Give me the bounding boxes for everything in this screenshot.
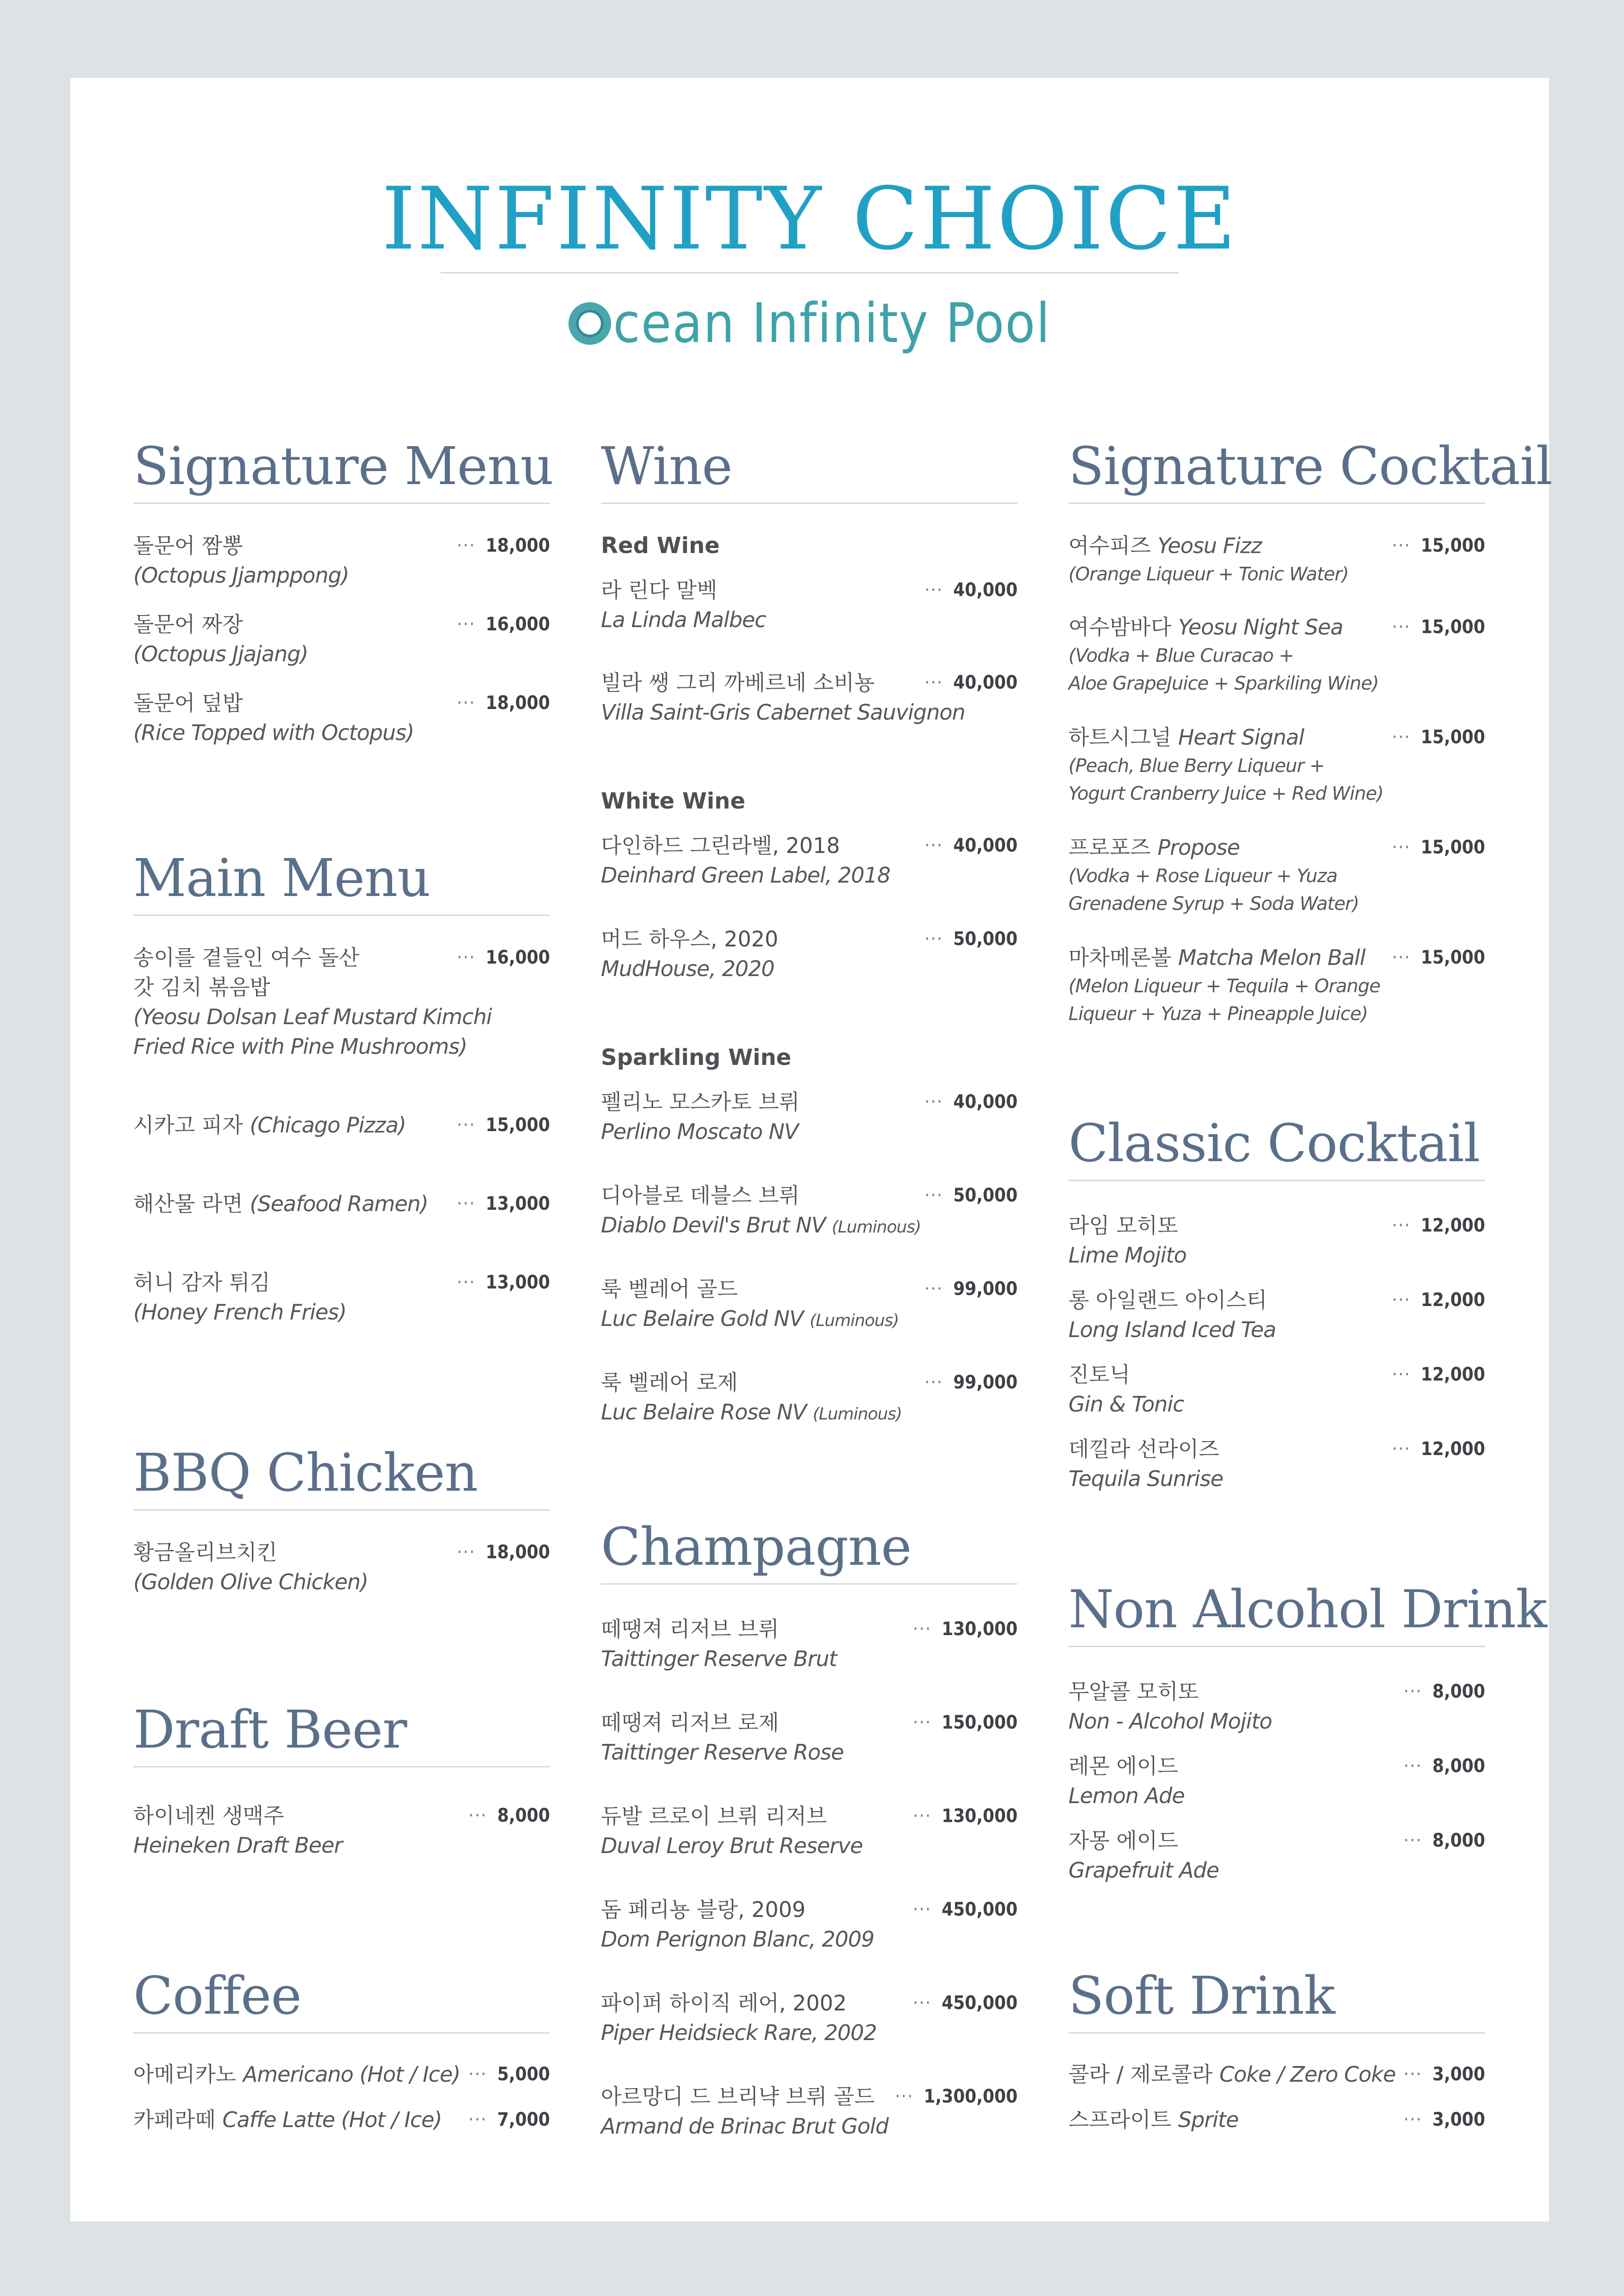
item-price: ··· 15,000 bbox=[1392, 616, 1485, 638]
menu-item bbox=[133, 531, 550, 610]
menu-item bbox=[1068, 833, 1485, 943]
item-price: ··· 50,000 bbox=[924, 1185, 1018, 1206]
item-price: ··· 99,000 bbox=[924, 1372, 1018, 1393]
section-title: Main Menu bbox=[133, 846, 550, 916]
item-ingredients-line2: Liqueur + Yuza + Pineapple Juice) bbox=[1068, 1003, 1368, 1025]
section-signature-cocktail bbox=[1068, 434, 1552, 1053]
item-name-en: Lemon Ade bbox=[1068, 1783, 1185, 1808]
item-name-en: Diablo Devil's Brut NV (Luminous) bbox=[601, 1213, 921, 1238]
item-name-en: (Octopus Jjajang) bbox=[133, 641, 308, 666]
item-name-ko: 돌문어 짜장 bbox=[133, 612, 243, 637]
menu-item bbox=[133, 1268, 550, 1346]
item-price: ··· 15,000 bbox=[456, 1114, 550, 1136]
item-price: ··· 450,000 bbox=[912, 1992, 1018, 2014]
section-title: Non Alcohol Drink bbox=[1068, 1577, 1485, 1647]
item-name-en-line2: Fried Rice with Pine Mushrooms) bbox=[133, 1034, 467, 1059]
menu-item bbox=[601, 1895, 1018, 1988]
item-name-ko: 돔 페리뇽 블랑, 2009 bbox=[601, 1897, 806, 1922]
item-name: 아메리카노 Americano (Hot / Ice) bbox=[133, 2062, 461, 2087]
item-name-ko: 디아블로 데블스 브뤼 bbox=[601, 1183, 800, 1208]
menu-item bbox=[601, 2082, 1018, 2175]
subtitle-text: cean Infinity Pool bbox=[613, 291, 1051, 355]
item-name-en: Armand de Brinac Brut Gold bbox=[601, 2114, 889, 2139]
item-ingredients-line2: Yogurt Cranberry Juice + Red Wine) bbox=[1068, 783, 1384, 804]
menu-item bbox=[1068, 1677, 1485, 1751]
menu-item bbox=[601, 1087, 1018, 1181]
item-price: ··· 3,000 bbox=[1403, 2109, 1485, 2130]
item-name-ko: 빌라 쌩 그리 까베르네 소비뇽 bbox=[601, 670, 875, 695]
item-price: ··· 450,000 bbox=[912, 1899, 1018, 1920]
item-name-en: Luc Belaire Gold NV (Luminous) bbox=[601, 1306, 899, 1331]
item-price: ··· 130,000 bbox=[912, 1618, 1018, 1640]
item-ingredients: (Peach, Blue Berry Liqueur + bbox=[1068, 755, 1324, 777]
menu-item bbox=[601, 1801, 1018, 1895]
brand-divider bbox=[441, 272, 1179, 274]
menu-item bbox=[601, 668, 1018, 786]
item-name: 여수피즈 Yeosu Fizz bbox=[1068, 533, 1262, 558]
section-coffee bbox=[133, 1964, 550, 2150]
item-name: 콜라 / 제로콜라 Coke / Zero Coke bbox=[1068, 2062, 1396, 2087]
section-wine bbox=[601, 434, 1018, 1461]
item-price: ··· 18,000 bbox=[456, 535, 550, 556]
item-price: ··· 15,000 bbox=[1392, 947, 1485, 968]
item-name-ko: 라 린다 말벡 bbox=[601, 578, 718, 603]
section-title: BBQ Chicken bbox=[133, 1441, 550, 1511]
item-price: ··· 15,000 bbox=[1392, 535, 1485, 556]
item-name-ko: 무알콜 모히또 bbox=[1068, 1679, 1199, 1704]
item-name-en: MudHouse, 2020 bbox=[601, 956, 775, 981]
item-name-en: Gin & Tonic bbox=[1068, 1392, 1184, 1417]
menu-item bbox=[133, 610, 550, 688]
item-name-ko: 레몬 에이드 bbox=[1068, 1754, 1178, 1779]
item-name-ko: 룩 벨레어 로제 bbox=[601, 1370, 738, 1395]
section-title: Signature Cocktail bbox=[1068, 434, 1485, 504]
menu-item bbox=[133, 1537, 550, 1616]
item-name-en: Perlino Moscato NV bbox=[601, 1119, 799, 1144]
item-name: 여수밤바다 Yeosu Night Sea bbox=[1068, 615, 1343, 640]
item-name-en: Luc Belaire Rose NV (Luminous) bbox=[601, 1400, 902, 1425]
item-name: 카페라떼 Caffe Latte (Hot / Ice) bbox=[133, 2107, 442, 2132]
section-title: Soft Drink bbox=[1068, 1964, 1485, 2034]
item-name-ko: 자몽 에이드 bbox=[1068, 1828, 1178, 1853]
section-champagne bbox=[601, 1515, 1018, 2175]
item-name-ko: 아르망디 드 브리냑 브뤼 골드 bbox=[601, 2084, 875, 2109]
item-name-en: Grapefruit Ade bbox=[1068, 1858, 1219, 1883]
item-price: ··· 12,000 bbox=[1392, 1364, 1485, 1385]
item-name: 마차메론볼 Matcha Melon Ball bbox=[1068, 945, 1365, 970]
item-name-ko-line2: 갓 김치 볶음밥 bbox=[133, 975, 270, 1000]
item-name-en: (Octopus Jjamppong) bbox=[133, 563, 349, 588]
section-title: Signature Menu bbox=[133, 434, 550, 504]
menu-item bbox=[133, 1801, 550, 1879]
menu-item bbox=[1068, 612, 1485, 722]
item-price: ··· 40,000 bbox=[924, 672, 1018, 693]
item-name-en: Tequila Sunrise bbox=[1068, 1466, 1223, 1491]
item-price: ··· 16,000 bbox=[456, 614, 550, 635]
item-name-ko: 데낄라 선라이즈 bbox=[1068, 1437, 1219, 1462]
menu-item bbox=[1068, 531, 1485, 612]
menu-item bbox=[601, 575, 1018, 668]
menu-item bbox=[1068, 2060, 1485, 2105]
item-price: ··· 40,000 bbox=[924, 1091, 1018, 1113]
item-name: 스프라이트 Sprite bbox=[1068, 2107, 1239, 2132]
item-name-en: Taittinger Reserve Brut bbox=[601, 1646, 837, 1671]
section-title: Coffee bbox=[133, 1964, 550, 2034]
menu-item bbox=[601, 1988, 1018, 2082]
item-price: ··· 40,000 bbox=[924, 579, 1018, 601]
item-name: 프로포즈 Propose bbox=[1068, 835, 1240, 860]
item-price: ··· 18,000 bbox=[456, 692, 550, 714]
menu-item bbox=[1068, 1285, 1485, 1360]
item-name-en: La Linda Malbec bbox=[601, 607, 766, 632]
item-name-en: (Honey French Fries) bbox=[133, 1300, 347, 1325]
item-name-ko: 파이퍼 하이직 레어, 2002 bbox=[601, 1991, 847, 2016]
section-signature-menu bbox=[133, 434, 553, 767]
item-price: ··· 8,000 bbox=[1403, 1755, 1485, 1777]
item-price: ··· 3,000 bbox=[1403, 2064, 1485, 2085]
menu-item bbox=[133, 1110, 550, 1189]
item-ingredients: (Melon Liqueur + Tequila + Orange bbox=[1068, 976, 1380, 997]
item-price: ··· 16,000 bbox=[456, 947, 550, 968]
menu-item bbox=[601, 831, 1018, 924]
menu-item bbox=[1068, 1826, 1485, 1900]
item-name-en: (Yeosu Dolsan Leaf Mustard Kimchi bbox=[133, 1004, 492, 1029]
item-name-ko: 떼땡져 리저브 브뤼 bbox=[601, 1617, 779, 1642]
menu-item bbox=[1068, 1434, 1485, 1509]
item-name: 시카고 피자 (Chicago Pizza) bbox=[133, 1113, 406, 1138]
menu-item bbox=[601, 924, 1018, 1043]
item-price: ··· 8,000 bbox=[1403, 1830, 1485, 1851]
section-title: Wine bbox=[601, 434, 1018, 504]
item-name-en: Long Island Iced Tea bbox=[1068, 1317, 1276, 1342]
menu-item bbox=[1068, 1751, 1485, 1826]
item-price: ··· 150,000 bbox=[912, 1712, 1018, 1733]
menu-item bbox=[1068, 2105, 1485, 2150]
menu-item bbox=[133, 2060, 550, 2105]
item-ingredients-line2: Aloe GrapeJuice + Sparkiling Wine) bbox=[1068, 673, 1379, 694]
wine-subhead-red: Red Wine bbox=[601, 533, 720, 559]
item-price: ··· 13,000 bbox=[456, 1193, 550, 1214]
item-price: ··· 7,000 bbox=[468, 2109, 550, 2130]
item-ingredients-line2: Grenadene Syrup + Soda Water) bbox=[1068, 893, 1359, 915]
item-name-en: Non - Alcohol Mojito bbox=[1068, 1709, 1272, 1734]
item-name-en: Heineken Draft Beer bbox=[133, 1833, 343, 1858]
menu-item bbox=[1068, 943, 1485, 1053]
venue-subtitle bbox=[70, 288, 1549, 358]
item-price: ··· 130,000 bbox=[912, 1805, 1018, 1827]
menu-item bbox=[1068, 722, 1485, 833]
menu-item bbox=[133, 943, 550, 1110]
item-ingredients: (Orange Liqueur + Tonic Water) bbox=[1068, 564, 1349, 585]
item-name-ko: 라임 모히또 bbox=[1068, 1213, 1178, 1238]
section-main-menu bbox=[133, 846, 550, 1346]
menu-item bbox=[601, 1368, 1018, 1461]
item-ingredients: (Vodka + Rose Liqueur + Yuza bbox=[1068, 865, 1337, 887]
section-bbq-chicken bbox=[133, 1441, 550, 1616]
item-name-ko: 돌문어 짬뽕 bbox=[133, 533, 243, 558]
section-non-alcohol bbox=[1068, 1577, 1547, 1900]
item-name-ko: 다인하드 그린라벨, 2018 bbox=[601, 833, 840, 858]
menu-item bbox=[601, 1708, 1018, 1801]
item-price: ··· 5,000 bbox=[468, 2064, 550, 2085]
menu-item bbox=[133, 1189, 550, 1268]
item-price: ··· 15,000 bbox=[1392, 727, 1485, 748]
item-name-en: Piper Heidsieck Rare, 2002 bbox=[601, 2020, 877, 2045]
item-price: ··· 40,000 bbox=[924, 835, 1018, 856]
item-name-ko: 떼땡져 리저브 로제 bbox=[601, 1710, 779, 1735]
item-name: 하트시그널 Heart Signal bbox=[1068, 725, 1304, 750]
item-name-ko: 하이네켄 생맥주 bbox=[133, 1803, 284, 1828]
menu-sheet bbox=[70, 78, 1552, 2221]
ring-o-icon bbox=[568, 302, 611, 345]
menu-item bbox=[133, 2105, 550, 2150]
item-name-ko: 듀발 르로이 브뤼 리저브 bbox=[601, 1804, 827, 1829]
item-name-en: Lime Mojito bbox=[1068, 1243, 1187, 1268]
section-classic-cocktail bbox=[1068, 1111, 1485, 1509]
menu-item bbox=[601, 1274, 1018, 1368]
item-name-en: (Golden Olive Chicken) bbox=[133, 1569, 369, 1594]
item-price: ··· 8,000 bbox=[468, 1805, 550, 1826]
menu-item bbox=[601, 1614, 1018, 1708]
item-name-en: Dom Perignon Blanc, 2009 bbox=[601, 1927, 874, 1952]
item-name-ko: 펠리노 모스카토 브뤼 bbox=[601, 1089, 800, 1114]
item-name-ko: 머드 하우스, 2020 bbox=[601, 927, 779, 952]
item-price: ··· 8,000 bbox=[1403, 1681, 1485, 1702]
item-ingredients: (Vodka + Blue Curacao + bbox=[1068, 645, 1294, 666]
section-draft-beer bbox=[133, 1698, 550, 1879]
menu-item bbox=[601, 1181, 1018, 1274]
item-name-en: Villa Saint-Gris Cabernet Sauvignon bbox=[601, 700, 965, 725]
item-name-ko: 롱 아일랜드 아이스티 bbox=[1068, 1288, 1268, 1313]
item-price: ··· 50,000 bbox=[924, 928, 1018, 950]
section-title: Champagne bbox=[601, 1515, 1018, 1585]
brand-title: INFINITY CHOICE bbox=[381, 168, 1238, 269]
item-name-en: Deinhard Green Label, 2018 bbox=[601, 863, 891, 888]
item-name-ko: 황금올리브치킨 bbox=[133, 1540, 278, 1565]
item-name-en: (Rice Topped with Octopus) bbox=[133, 720, 414, 745]
menu-item bbox=[133, 688, 550, 767]
item-name-ko: 룩 벨레어 골드 bbox=[601, 1276, 738, 1301]
item-name: 해산물 라면 (Seafood Ramen) bbox=[133, 1191, 428, 1216]
section-title: Draft Beer bbox=[133, 1698, 550, 1767]
item-name-ko: 송이를 곁들인 여수 돌산 bbox=[133, 945, 360, 970]
item-name-en: Taittinger Reserve Rose bbox=[601, 1740, 844, 1765]
wine-subhead-sparkling: Sparkling Wine bbox=[601, 1045, 792, 1070]
item-price: ··· 12,000 bbox=[1392, 1215, 1485, 1236]
menu-item bbox=[1068, 1211, 1485, 1285]
item-name-ko: 진토닉 bbox=[1068, 1362, 1131, 1387]
item-price: ··· 12,000 bbox=[1392, 1438, 1485, 1460]
item-price: ··· 13,000 bbox=[456, 1272, 550, 1293]
item-name-en: Duval Leroy Brut Reserve bbox=[601, 1833, 863, 1858]
item-price: ··· 18,000 bbox=[456, 1542, 550, 1563]
item-price: ··· 15,000 bbox=[1392, 837, 1485, 858]
item-name-ko: 허니 감자 튀김 bbox=[133, 1270, 270, 1295]
menu-item bbox=[1068, 1360, 1485, 1434]
wine-subhead-white: White Wine bbox=[601, 788, 745, 814]
section-soft-drink bbox=[1068, 1964, 1485, 2150]
item-name-ko: 돌문어 덮밥 bbox=[133, 691, 243, 716]
item-price: ··· 1,300,000 bbox=[895, 2086, 1018, 2107]
item-price: ··· 99,000 bbox=[924, 1278, 1018, 1300]
item-price: ··· 12,000 bbox=[1392, 1289, 1485, 1311]
section-title: Classic Cocktail bbox=[1068, 1111, 1485, 1181]
